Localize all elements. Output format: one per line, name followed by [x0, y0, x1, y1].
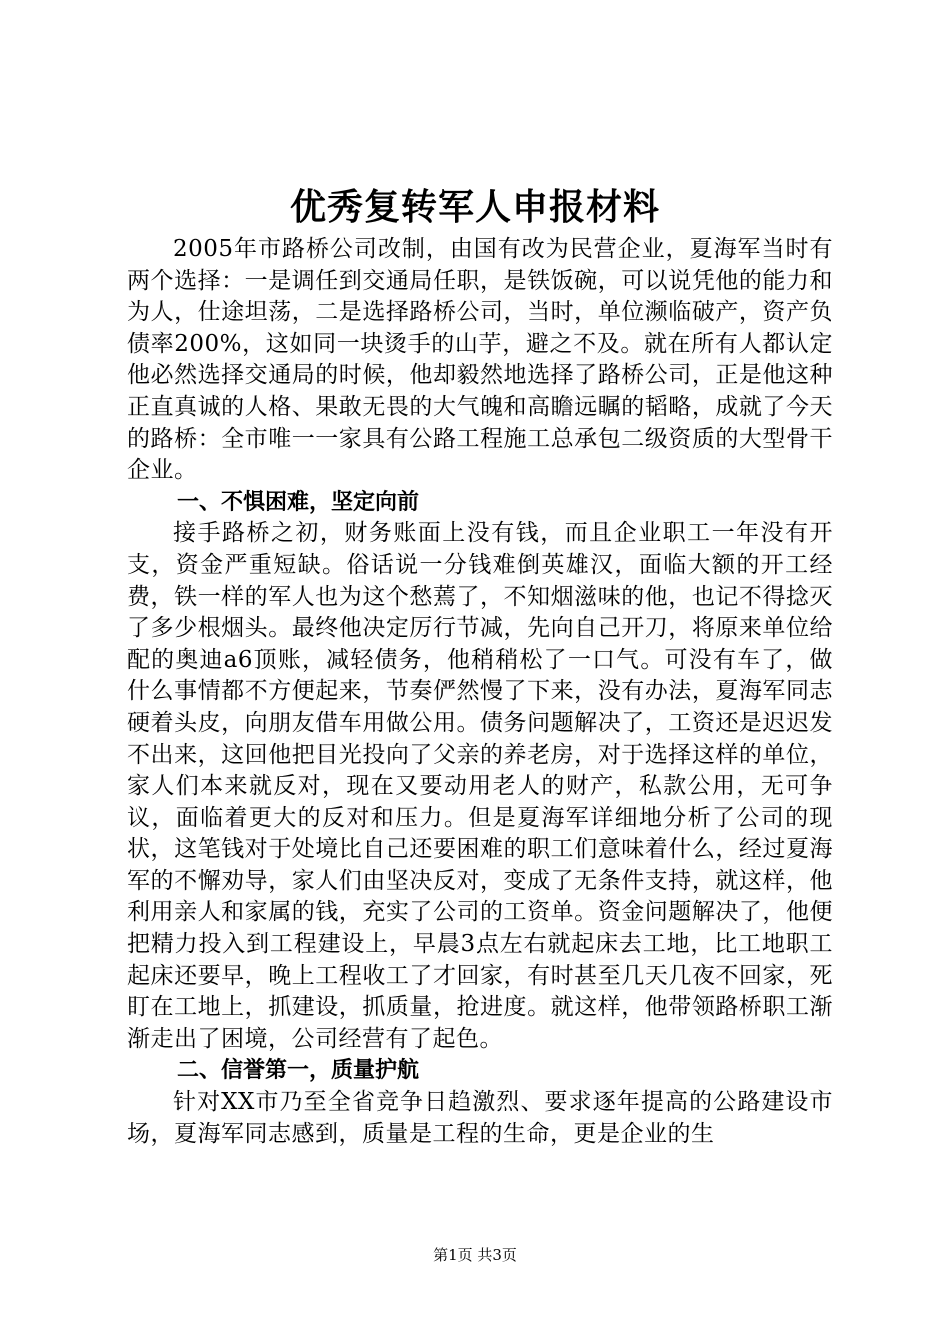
intro-paragraph: 2005年市路桥公司改制，由国有改为民营企业，夏海军当时有两个选择：一是调任到交通局任职，是铁饭碗，可以说凭他的能力和为人，仕途坦荡，二是选择路桥公司，当时，单位濒临破产，资产负债率200%，这如同一块烫手的山芋，避之不及。就在所有人都认定他必然选择交通局的时候，他却毅然地选择了路桥公司，正是他这种正直真诚的人格、果敢无畏的大气魄和高瞻远瞩的韬略，成就了今天的路桥：全市唯一一家具有公路工程施工总承包二级资质的大型骨干企业。	[127, 236, 833, 484]
section-1-paragraph: 接手路桥之初，财务账面上没有钱，而且企业职工一年没有开支，资金严重短缺。俗话说一分钱难倒英雄汉，面临大额的开工经费，铁一样的军人也为这个愁蔫了，不知烟滋味的他，也记不得捻灭了多少根烟头。最终他决定厉行节减，先向自己开刀，将原来单位给配的奥迪a6顶账，减轻债务，他稍稍松了一口气。可没有车了，做什么事情都不方便起来，节奏俨然慢了下来，没有办法，夏海军同志硬着头皮，向朋友借车用做公用。债务问题解决了，工资还是迟迟发不出来，这回他把目光投向了父亲的养老房，对于选择这样的单位，家人们本来就反对，现在又要动用老人的财产，私款公用，无可争议，面临着更大的反对和压力。但是夏海军详细地分析了公司的现状，这笔钱对于处境比自己还要困难的职工们意味着什么，经过夏海军的不懈劝导，家人们由坚决反对，变成了无条件支持，就这样，他利用亲人和家属的钱，充实了公司的工资单。资金问题解决了，他便把精力投入到工程建设上，早晨3点左右就起床去工地，比工地职工起床还要早，晚上工程收工了才回家，有时甚至几天几夜不回家，死盯在工地上，抓建设，抓质量，抢进度。就这样，他带领路桥职工渐渐走出了困境，公司经营有了起色。	[127, 520, 833, 1052]
document-title: 优秀复转军人申报材料	[289, 187, 660, 228]
section-heading-1: 一、不惧困难，坚定向前	[177, 489, 420, 515]
section-heading-2: 二、信誉第一，质量护航	[177, 1058, 420, 1084]
page-footer: 第1页 共3页	[433, 1246, 517, 1264]
section-2-paragraph: 针对XX市乃至全省竞争日趋激烈、要求逐年提高的公路建设市场，夏海军同志感到，质量是工程的生命，更是企业的生	[127, 1089, 833, 1147]
document-body	[127, 234, 833, 1150]
